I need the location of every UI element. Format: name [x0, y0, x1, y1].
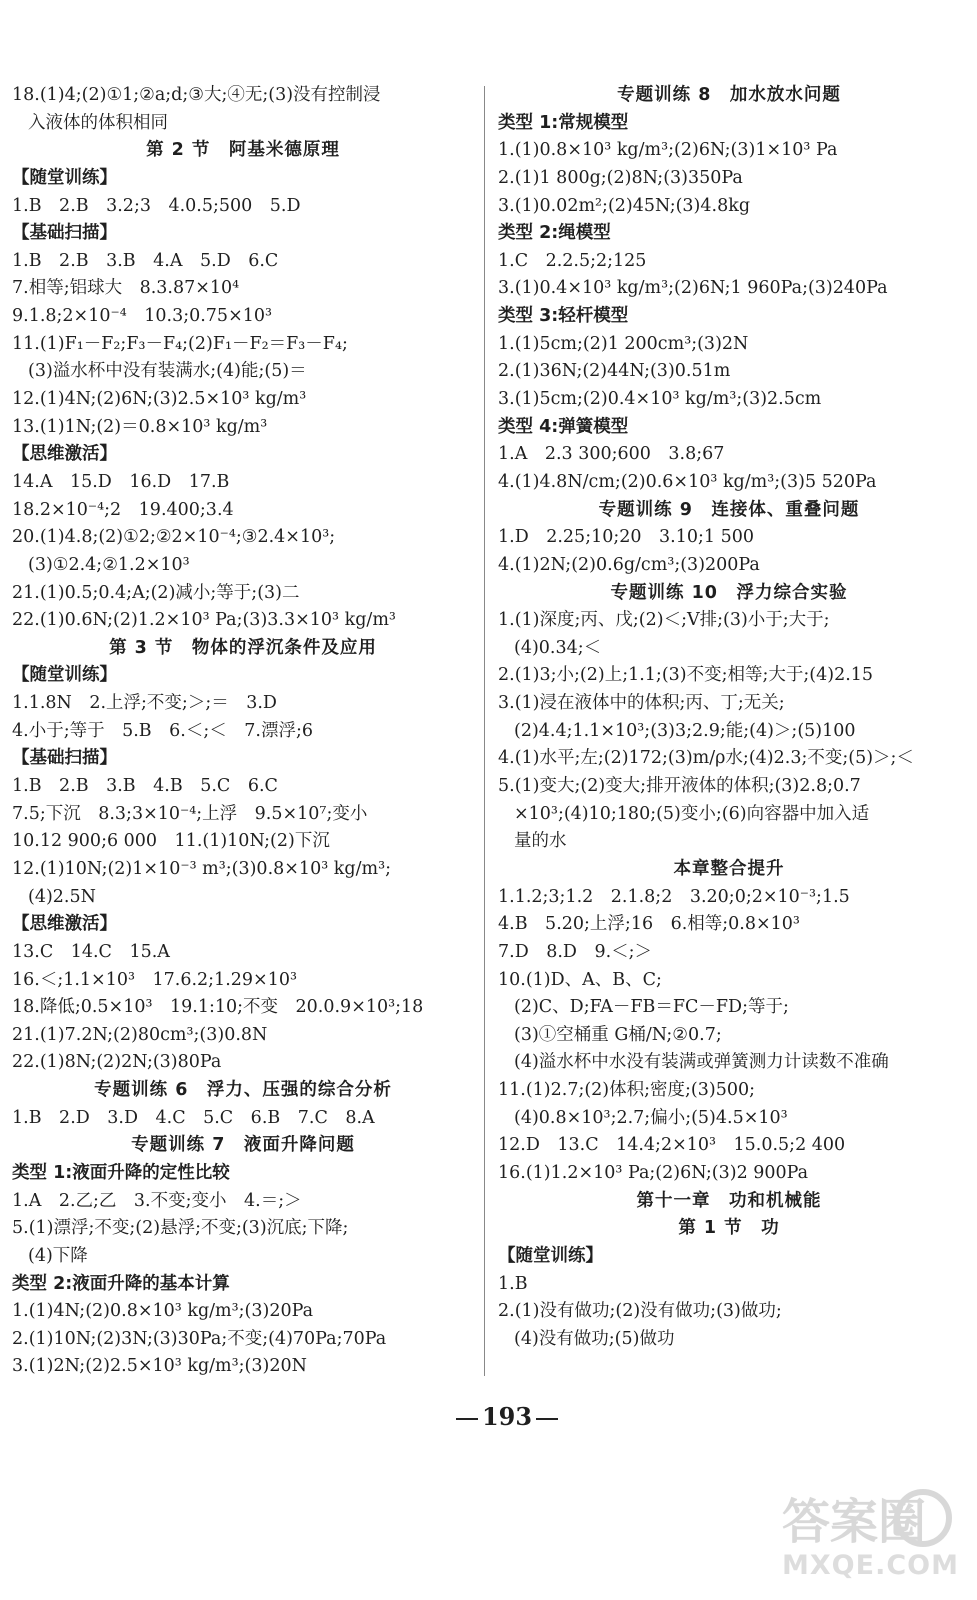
answer-line: 1.B 2.B 3.B 4.B 5.C 6.C: [12, 776, 278, 797]
answer-line: (4)溢水杯中水没有装满或弹簧测力计读数不准确: [514, 1052, 889, 1073]
type-heading: 类型 3:轻杆模型: [498, 306, 629, 327]
section-title: 第 2 节 阿基米德原理: [146, 140, 340, 161]
watermark-logo: [780, 1480, 959, 1590]
answer-line: 21.(1)7.2N;(2)80cm³;(3)0.8N: [12, 1024, 268, 1045]
answer-line: 2.(1)3;小;(2)上;1.1;(3)不变;相等;大于;(4)2.15: [498, 665, 874, 686]
section-title: 专题训练 10 浮力综合实验: [610, 582, 848, 603]
bracket-heading: 【随堂训练】: [12, 167, 117, 188]
answer-line: 13.(1)1N;(2)＝0.8×10³ kg/m³: [12, 416, 268, 437]
answer-line: 4.(1)2N;(2)0.6g/cm³;(3)200Pa: [498, 554, 760, 575]
answer-line: 16.＜;1.1×10³ 17.6.2;1.29×10³: [12, 969, 297, 990]
answer-line: 1.(1)深度;丙、戊;(2)＜;V排;(3)小于;大于;: [498, 610, 830, 631]
type-heading: 类型 1:液面升降的定性比较: [12, 1162, 230, 1183]
section-title: 第 1 节 功: [678, 1218, 780, 1239]
answer-line: (2)C、D;FA－FB＝FC－FD;等于;: [514, 997, 789, 1018]
answer-line: (3)①空桶重 G桶/N;②0.7;: [514, 1024, 722, 1045]
watermark-logo-text: 答案圈: [782, 1494, 927, 1550]
answer-line: (3)①2.4;②1.2×10³: [28, 554, 190, 575]
answer-line: 2.(1)10N;(2)3N;(3)30Pa;不变;(4)70Pa;70Pa: [12, 1328, 387, 1349]
answer-line: 1.(1)5cm;(2)1 200cm³;(3)2N: [498, 333, 749, 354]
answer-line: (4)2.5N: [28, 886, 96, 907]
answer-line: 1.A 2.3 300;600 3.8;67: [498, 444, 725, 465]
answer-line: 16.(1)1.2×10³ Pa;(2)6N;(3)2 900Pa: [498, 1162, 809, 1183]
answer-line: 3.(1)浸在液体中的体积;丙、丁;无关;: [498, 693, 785, 714]
answer-line: 1.C 2.2.5;2;125: [498, 250, 647, 271]
section-title: 本章整合提升: [673, 858, 785, 879]
answer-line: 3.(1)0.02m²;(2)45N;(3)4.8kg: [498, 195, 751, 216]
answer-line: 4.小于;等于 5.B 6.＜;＜ 7.漂浮;6: [12, 720, 313, 741]
answer-line: 3.(1)0.4×10³ kg/m³;(2)6N;1 960Pa;(3)240Pa: [498, 278, 888, 299]
answer-line: 量的水: [514, 831, 567, 852]
answer-line: 4.B 5.20;上浮;16 6.相等;0.8×10³: [498, 914, 800, 935]
answer-line: 2.(1)没有做功;(2)没有做功;(3)做功;: [498, 1301, 782, 1322]
answer-line: 7.相等;铝球大 8.3.87×10⁴: [12, 278, 240, 299]
answer-line: 10.(1)D、A、B、C;: [498, 969, 662, 990]
answer-line: (4)没有做功;(5)做功: [514, 1328, 675, 1349]
answer-line: (4)下降: [28, 1245, 88, 1266]
answer-line: 13.C 14.C 15.A: [12, 941, 170, 962]
answer-line: 12.D 13.C 14.4;2×10³ 15.0.5;2 400: [498, 1135, 846, 1156]
answer-line: 7.5;下沉 8.3;3×10⁻⁴;上浮 9.5×10⁷;变小: [12, 803, 368, 824]
answer-line: ×10³;(4)10;180;(5)变小;(6)向容器中加入适: [514, 803, 870, 824]
watermark-url: MXQE.COM: [782, 1550, 959, 1581]
answer-line: 21.(1)0.5;0.4;A;(2)减小;等于;(3)二: [12, 582, 300, 603]
column-divider: [484, 86, 485, 1376]
answer-line: 11.(1)2.7;(2)体积;密度;(3)500;: [498, 1080, 756, 1101]
answer-line: 5.(1)变大;(2)变大;排开液体的体积;(3)2.8;0.7: [498, 776, 861, 797]
type-heading: 类型 2:绳模型: [498, 223, 611, 244]
bracket-heading: 【思维激活】: [12, 444, 117, 465]
answer-line: 1.B 2.B 3.2;3 4.0.5;500 5.D: [12, 195, 301, 216]
answer-line: 1.1.2;3;1.2 2.1.8;2 3.20;0;2×10⁻³;1.5: [498, 886, 850, 907]
answer-line: 10.12 900;6 000 11.(1)10N;(2)下沉: [12, 831, 330, 852]
type-heading: 类型 1:常规模型: [498, 112, 629, 133]
right-column: [498, 82, 960, 1353]
answer-line: 14.A 15.D 16.D 17.B: [12, 471, 230, 492]
answer-line: 1.D 2.25;10;20 3.10;1 500: [498, 527, 754, 548]
answer-line: 18.(1)4;(2)①1;②a;d;③大;④无;(3)没有控制浸: [12, 85, 381, 105]
bracket-heading: 【随堂训练】: [498, 1245, 603, 1266]
answer-line: 5.(1)漂浮;不变;(2)悬浮;不变;(3)沉底;下降;: [12, 1218, 349, 1239]
section-title: 专题训练 9 连接体、重叠问题: [598, 499, 860, 520]
bracket-heading: 【基础扫描】: [12, 748, 117, 769]
answer-line: 1.B: [498, 1273, 528, 1294]
answer-line: 20.(1)4.8;(2)①2;②2×10⁻⁴;③2.4×10³;: [12, 527, 336, 548]
answer-line: 12.(1)10N;(2)1×10⁻³ m³;(3)0.8×10³ kg/m³;: [12, 858, 391, 879]
answer-line: 18.降低;0.5×10³ 19.1:10;不变 20.0.9×10³;18: [12, 997, 424, 1018]
answer-line: 4.(1)4.8N/cm;(2)0.6×10³ kg/m³;(3)5 520Pa: [498, 471, 877, 492]
answer-line: 1.B 2.D 3.D 4.C 5.C 6.B 7.C 8.A: [12, 1107, 375, 1128]
answer-line: 1.(1)0.8×10³ kg/m³;(2)6N;(3)1×10³ Pa: [498, 140, 838, 161]
type-heading: 类型 4:弹簧模型: [498, 416, 629, 437]
bracket-heading: 【基础扫描】: [12, 223, 117, 244]
answer-line: 18.2×10⁻⁴;2 19.400;3.4: [12, 499, 234, 520]
answer-line: (4)0.34;＜: [514, 637, 602, 658]
answer-line: 11.(1)F₁－F₂;F₃－F₄;(2)F₁－F₂＝F₃－F₄;: [12, 333, 348, 354]
type-heading: 类型 2:液面升降的基本计算: [12, 1273, 230, 1294]
answer-line: 12.(1)4N;(2)6N;(3)2.5×10³ kg/m³: [12, 389, 307, 410]
answer-line: 4.(1)水平;左;(2)172;(3)m/ρ水;(4)2.3;不变;(5)＞;＜: [498, 748, 914, 769]
section-title: 第 3 节 物体的浮沉条件及应用: [109, 637, 377, 658]
watermark-graphic: [780, 1480, 955, 1555]
answer-line: 9.1.8;2×10⁻⁴ 10.3;0.75×10³: [12, 306, 273, 327]
answer-line: 1.1.8N 2.上浮;不变;＞;＝ 3.D: [12, 693, 277, 714]
answer-line: 入液体的体积相同: [28, 112, 168, 133]
bracket-heading: 【随堂训练】: [12, 665, 117, 686]
bracket-heading: 【思维激活】: [12, 914, 117, 935]
answer-line: 3.(1)2N;(2)2.5×10³ kg/m³;(3)20N: [12, 1356, 307, 1377]
left-column: [12, 82, 474, 1381]
answer-line: 3.(1)5cm;(2)0.4×10³ kg/m³;(3)2.5cm: [498, 389, 822, 410]
answer-line: 7.D 8.D 9.＜;＞: [498, 941, 653, 962]
answer-line: 22.(1)0.6N;(2)1.2×10³ Pa;(3)3.3×10³ kg/m³: [12, 610, 396, 631]
answer-line: 1.A 2.乙;乙 3.不变;变小 4.＝;＞: [12, 1190, 302, 1211]
page-number: 193: [0, 1402, 977, 1431]
section-title: 专题训练 7 液面升降问题: [131, 1135, 355, 1156]
section-title: 第十一章 功和机械能: [636, 1190, 822, 1211]
answer-line: 22.(1)8N;(2)2N;(3)80Pa: [12, 1052, 222, 1073]
answer-line: 1.(1)4N;(2)0.8×10³ kg/m³;(3)20Pa: [12, 1301, 314, 1322]
answer-line: 2.(1)36N;(2)44N;(3)0.51m: [498, 361, 731, 382]
answer-line: (2)4.4;1.1×10³;(3)3;2.9;能;(4)＞;(5)100: [514, 720, 856, 741]
section-title: 专题训练 8 加水放水问题: [617, 85, 841, 105]
answer-line: 1.B 2.B 3.B 4.A 5.D 6.C: [12, 250, 279, 271]
answer-line: (3)溢水杯中没有装满水;(4)能;(5)＝: [28, 361, 307, 382]
answer-line: 2.(1)1 800g;(2)8N;(3)350Pa: [498, 167, 743, 188]
answer-line: (4)0.8×10³;2.7;偏小;(5)4.5×10³: [514, 1107, 788, 1128]
section-title: 专题训练 6 浮力、压强的综合分析: [94, 1080, 392, 1101]
